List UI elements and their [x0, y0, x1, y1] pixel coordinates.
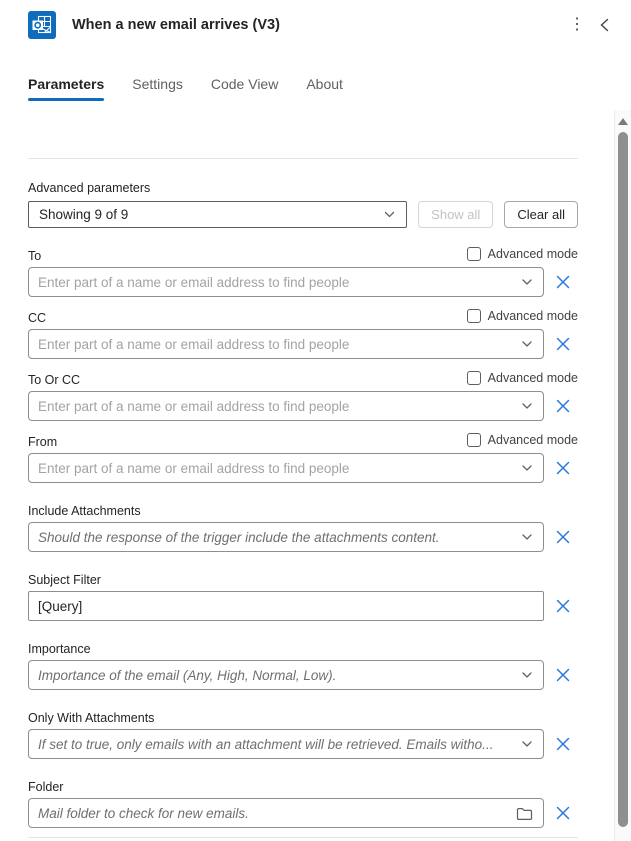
field-cc — [28, 306, 578, 359]
outlook-icon — [28, 11, 56, 39]
vertical-scrollbar[interactable] — [614, 110, 631, 841]
clear-subject-filter-button[interactable] — [548, 591, 578, 621]
clear-x-icon — [555, 398, 571, 414]
clear-from-button[interactable] — [548, 453, 578, 483]
clear-include-attachments-button[interactable] — [548, 522, 578, 552]
chevron-left-icon — [598, 17, 612, 33]
chevron-down-icon[interactable] — [520, 461, 534, 475]
clear-only-with-attachments-button[interactable] — [548, 729, 578, 759]
clear-importance-button[interactable] — [548, 660, 578, 690]
folder-icon[interactable] — [515, 805, 534, 822]
header-divider — [28, 158, 578, 159]
clear-x-icon — [555, 598, 571, 614]
chevron-down-icon — [383, 208, 396, 221]
advanced-mode-toggle[interactable] — [467, 247, 578, 261]
advanced-mode-label: Advanced mode — [487, 432, 578, 447]
field-label: From — [28, 435, 58, 449]
clear-x-icon — [555, 460, 571, 476]
to-or-cc-input[interactable] — [38, 399, 512, 414]
advanced-mode-label: Advanced mode — [487, 308, 578, 323]
importance-input[interactable] — [38, 668, 512, 683]
only-with-attachments-combobox[interactable] — [28, 729, 544, 759]
importance-combobox[interactable] — [28, 660, 544, 690]
footer-divider — [28, 837, 578, 838]
advanced-parameters-dropdown-value: Showing 9 of 9 — [39, 207, 129, 222]
include-attachments-input[interactable] — [38, 530, 512, 545]
parameters-form — [28, 244, 578, 828]
clear-folder-button[interactable] — [548, 798, 578, 828]
advanced-parameters-label: Advanced parameters — [28, 181, 151, 195]
clear-x-icon — [555, 529, 571, 545]
field-subject-filter — [28, 561, 578, 621]
to-input[interactable] — [38, 275, 512, 290]
advanced-mode-toggle[interactable] — [467, 433, 578, 447]
advanced-parameters-row — [28, 201, 578, 228]
kebab-menu-icon: ⋮ — [569, 15, 585, 33]
clear-all-button[interactable]: Clear all — [504, 201, 578, 228]
folder-picker[interactable] — [28, 798, 544, 828]
field-label: Folder — [28, 780, 64, 794]
panel-header — [0, 0, 631, 40]
advanced-mode-label: Advanced mode — [487, 246, 578, 261]
field-label: To Or CC — [28, 373, 81, 387]
field-only-with-attachments — [28, 699, 578, 759]
field-label: Include Attachments — [28, 504, 141, 518]
field-label: To — [28, 249, 42, 263]
to-combobox[interactable] — [28, 267, 544, 297]
to-or-cc-combobox[interactable] — [28, 391, 544, 421]
advanced-mode-checkbox[interactable] — [467, 309, 481, 323]
clear-to-button[interactable] — [548, 267, 578, 297]
field-label: Only With Attachments — [28, 711, 155, 725]
chevron-down-icon[interactable] — [520, 399, 534, 413]
field-to — [28, 244, 578, 297]
chevron-down-icon[interactable] — [520, 275, 534, 289]
from-input[interactable] — [38, 461, 512, 476]
subject-filter-input[interactable] — [38, 599, 534, 614]
only-with-attachments-input[interactable] — [38, 737, 512, 752]
field-importance — [28, 630, 578, 690]
collapse-panel-button[interactable] — [593, 13, 617, 37]
clear-x-icon — [555, 274, 571, 290]
page-title: When a new email arrives (V3) — [72, 16, 280, 33]
scrollbar-up-arrow-icon[interactable] — [618, 118, 628, 125]
tab-code-view[interactable]: Code View — [211, 76, 278, 101]
tab-about[interactable]: About — [306, 76, 343, 101]
field-label: CC — [28, 311, 47, 325]
field-from — [28, 430, 578, 483]
clear-cc-button[interactable] — [548, 329, 578, 359]
advanced-parameters-dropdown[interactable] — [28, 201, 407, 228]
cc-combobox[interactable] — [28, 329, 544, 359]
cc-input[interactable] — [38, 337, 512, 352]
chevron-down-icon[interactable] — [520, 737, 534, 751]
tab-parameters[interactable]: Parameters — [28, 76, 104, 101]
tab-settings[interactable]: Settings — [132, 76, 183, 101]
advanced-mode-toggle[interactable] — [467, 309, 578, 323]
folder-input[interactable] — [38, 806, 507, 821]
field-to-or-cc — [28, 368, 578, 421]
advanced-mode-label: Advanced mode — [487, 370, 578, 385]
tab-bar — [28, 76, 631, 101]
chevron-down-icon[interactable] — [520, 530, 534, 544]
clear-x-icon — [555, 805, 571, 821]
more-options-button[interactable] — [569, 13, 593, 37]
scrollbar-thumb[interactable] — [618, 132, 628, 827]
show-all-button[interactable]: Show all — [418, 201, 493, 228]
chevron-down-icon[interactable] — [520, 337, 534, 351]
subject-filter-textbox[interactable] — [28, 591, 544, 621]
field-include-attachments — [28, 492, 578, 552]
from-combobox[interactable] — [28, 453, 544, 483]
field-label: Importance — [28, 642, 91, 656]
chevron-down-icon[interactable] — [520, 668, 534, 682]
include-attachments-combobox[interactable] — [28, 522, 544, 552]
advanced-mode-checkbox[interactable] — [467, 371, 481, 385]
clear-x-icon — [555, 336, 571, 352]
clear-x-icon — [555, 667, 571, 683]
field-label: Subject Filter — [28, 573, 101, 587]
clear-to-or-cc-button[interactable] — [548, 391, 578, 421]
advanced-mode-checkbox[interactable] — [467, 247, 481, 261]
advanced-mode-toggle[interactable] — [467, 371, 578, 385]
clear-x-icon — [555, 736, 571, 752]
field-folder — [28, 768, 578, 828]
advanced-mode-checkbox[interactable] — [467, 433, 481, 447]
